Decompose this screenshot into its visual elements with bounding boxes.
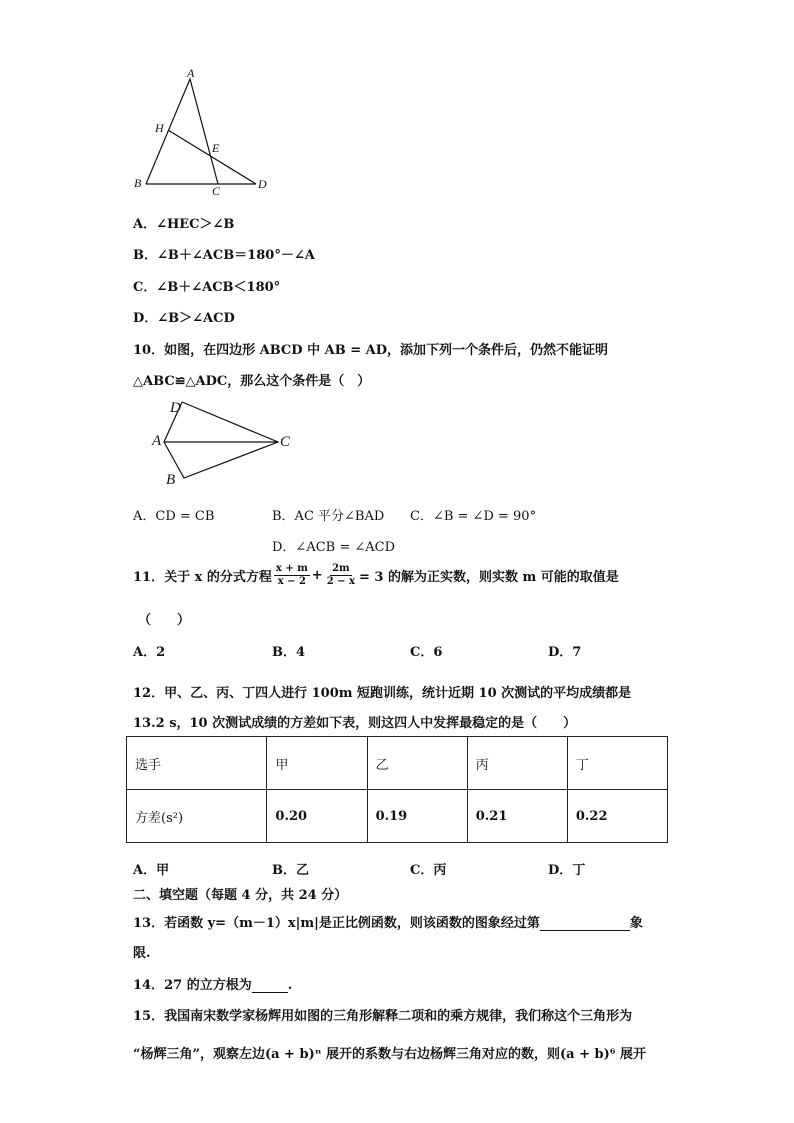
q12-option-c: C．丙 xyxy=(410,863,447,878)
table-cell: 方差(s²) xyxy=(127,790,267,843)
q10-label-d: D xyxy=(170,400,181,416)
q11-prefix: 11．关于 x 的分式方程 xyxy=(133,570,272,585)
table-row xyxy=(127,790,668,843)
q14-stem xyxy=(133,974,292,993)
table-header-cell: 乙 xyxy=(367,737,467,790)
q9-triangle-figure xyxy=(128,62,278,197)
table-cell: 0.22 xyxy=(567,790,667,843)
q11-suffix: = 3 的解为正实数，则实数 m 可能的取值是 xyxy=(358,570,619,585)
q9-option-c: C．∠B＋∠ACB＜180° xyxy=(133,280,281,295)
q12-option-b: B．乙 xyxy=(272,863,309,878)
q15-stem-line1: 15．我国南宋数学家杨辉用如图的三角形解释二项和的乘方规律，我们称这个三角形为 xyxy=(133,1009,633,1024)
q11-frac2-numerator: 2m xyxy=(332,563,350,574)
q9-option-b: B．∠B＋∠ACB＝180°－∠A xyxy=(133,248,315,263)
q12-stem-line1: 12．甲、乙、丙、丁四人进行 100m 短跑训练，统计近期 10 次测试的平均成绩都是 xyxy=(133,686,632,701)
q10-option-a: A．CD = CB xyxy=(133,509,215,524)
q14-answer-blank xyxy=(252,978,288,993)
q11-option-c: C．6 xyxy=(410,645,443,660)
q9-label-e: E xyxy=(212,141,220,155)
q13-stem-line1 xyxy=(133,912,643,931)
q11-stem xyxy=(133,563,619,588)
q11-option-b: B．4 xyxy=(272,645,306,660)
q11-plus: + xyxy=(311,568,323,583)
q11-frac1-denominator: x − 2 xyxy=(277,576,306,587)
q15-stem-line2: “杨辉三角”，观察左边(a + b)ⁿ 展开的系数与右边杨辉三角对应的数，则(a + b)⁶ 展开 xyxy=(133,1047,646,1062)
q12-option-d: D．丁 xyxy=(548,863,586,878)
q10-label-c: C xyxy=(280,434,291,450)
q13-stem-line2: 限. xyxy=(133,946,151,961)
table-header-cell: 甲 xyxy=(267,737,367,790)
q11-frac1-numerator: x + m xyxy=(275,563,308,574)
q14-text: 14．27 的立方根为 xyxy=(133,978,252,993)
table-header-cell: 丙 xyxy=(467,737,567,790)
q9-label-c: C xyxy=(212,184,221,198)
q10-stem-line1: 10．如图，在四边形 ABCD 中 AB = AD，添加下列一个条件后，仍然不能证明 xyxy=(133,343,608,358)
q11-paren: （ ） xyxy=(138,613,191,628)
table-row xyxy=(127,737,668,790)
q12-stem-line2: 13.2 s，10 次测试成绩的方差如下表，则这四人中发挥最稳定的是（ ） xyxy=(133,716,577,731)
table-header-cell: 丁 xyxy=(567,737,667,790)
q9-option-d: D．∠B＞∠ACD xyxy=(133,311,235,326)
q11-frac2-denominator: 2 − x xyxy=(326,576,355,587)
q10-option-c: C．∠B = ∠D = 90° xyxy=(410,509,537,524)
q10-label-b: B xyxy=(166,472,176,488)
q9-label-d: D xyxy=(258,177,267,191)
q9-label-b: B xyxy=(134,176,142,190)
q10-option-d: D．∠ACB = ∠ACD xyxy=(272,540,396,555)
section-heading: 二、填空题（每题 4 分，共 24 分） xyxy=(133,888,348,903)
q13-text: 13．若函数 y=（m－1）x|m|是正比例函数，则该函数的图象经过第 xyxy=(133,916,540,931)
q11-fraction-1 xyxy=(274,563,310,588)
table-header-cell: 选手 xyxy=(127,737,267,790)
q10-stem-line2: △ABC≌△ADC，那么这个条件是（ ） xyxy=(133,374,371,389)
table-cell: 0.19 xyxy=(367,790,467,843)
table-cell: 0.21 xyxy=(467,790,567,843)
table-cell: 0.20 xyxy=(267,790,367,843)
q14-end: . xyxy=(287,978,293,993)
q10-label-a: A xyxy=(152,433,162,449)
q11-option-d: D．7 xyxy=(548,645,582,660)
q9-label-h: H xyxy=(155,121,164,135)
q11-option-a: A．2 xyxy=(133,645,166,660)
q12-variance-table xyxy=(126,736,668,843)
q9-option-a: A．∠HEC＞∠B xyxy=(133,217,235,232)
q11-fraction-2 xyxy=(325,563,357,588)
q12-option-a: A．甲 xyxy=(133,863,170,878)
q13-answer-blank xyxy=(540,916,630,931)
q13-tail: 象 xyxy=(629,916,643,931)
q10-option-b: B．AC 平分∠BAD xyxy=(272,509,385,524)
q9-label-a: A xyxy=(187,66,195,80)
